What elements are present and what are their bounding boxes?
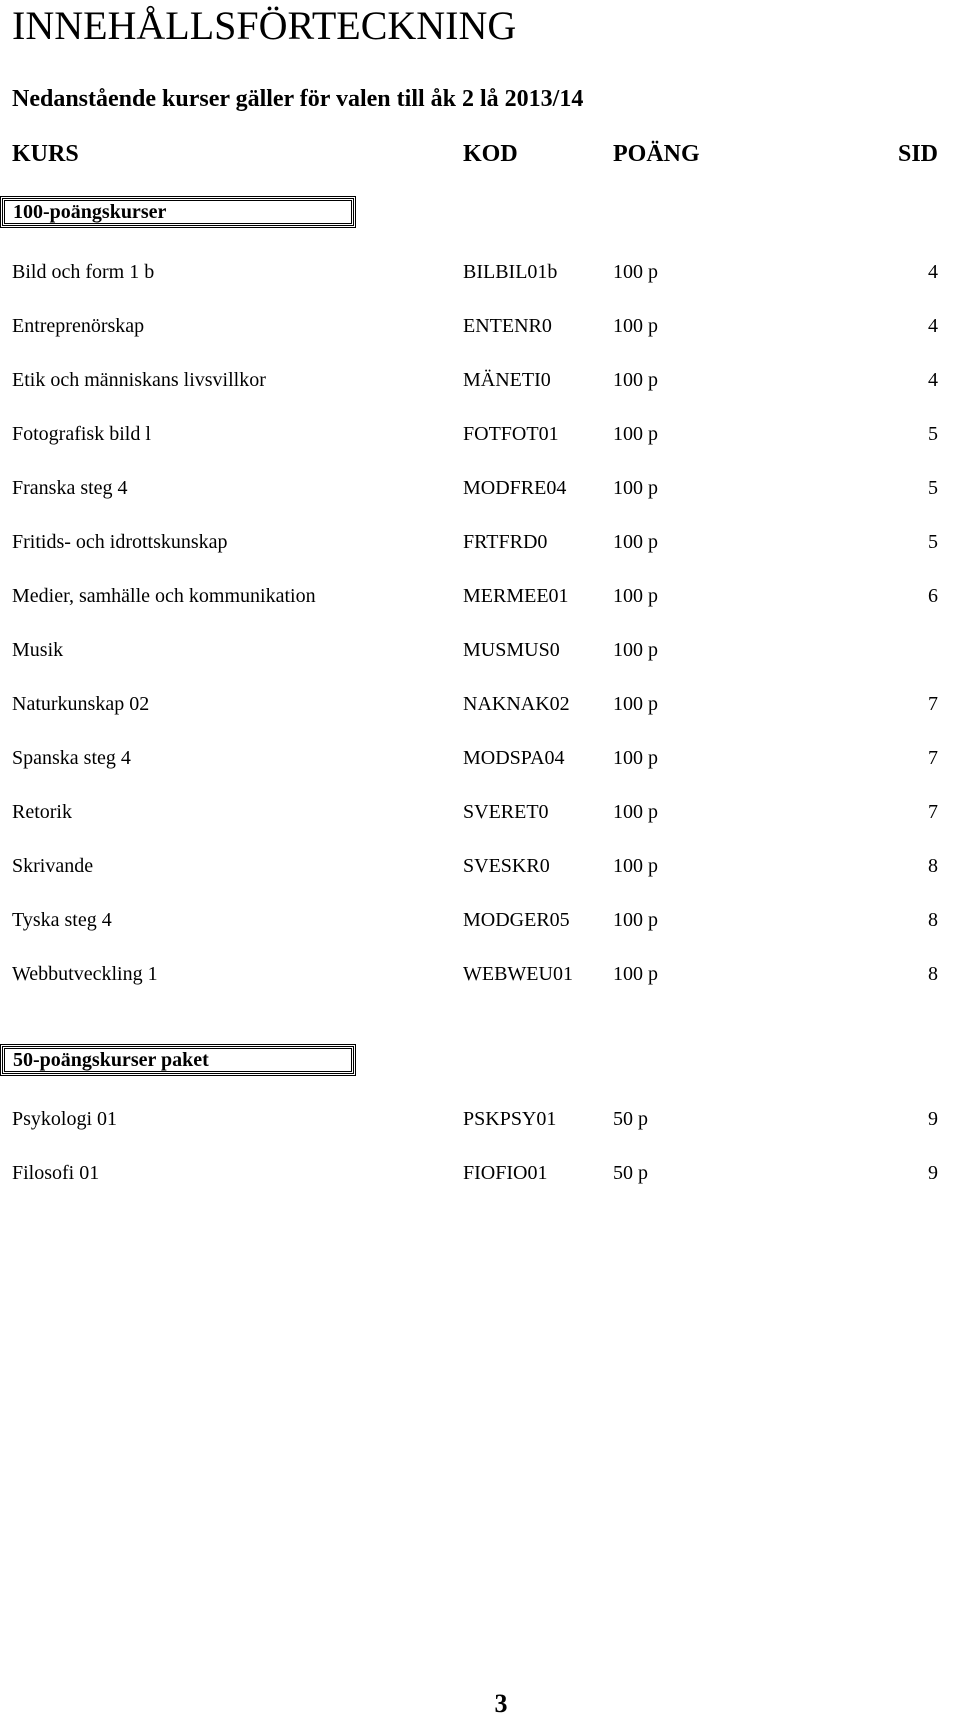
table-row — [0, 257, 960, 287]
course-points: 100 p — [613, 261, 658, 283]
page-title: INNEHÅLLSFÖRTECKNING — [12, 3, 517, 48]
course-points: 100 p — [613, 747, 658, 769]
column-header-points: POÄNG — [613, 141, 700, 167]
course-points: 100 p — [613, 423, 658, 445]
course-name: Entreprenörskap — [12, 315, 145, 337]
course-page: 8 — [928, 855, 938, 877]
course-code: SVERET0 — [463, 801, 549, 823]
course-page: 6 — [928, 585, 938, 607]
course-name: Tyska steg 4 — [12, 909, 112, 931]
course-code: FRTFRD0 — [463, 531, 548, 553]
course-code: MÄNETI0 — [463, 369, 551, 391]
course-code: FOTFOT01 — [463, 423, 559, 445]
course-points: 100 p — [613, 693, 658, 715]
course-points: 100 p — [613, 315, 658, 337]
course-page: 4 — [928, 261, 938, 283]
course-page: 5 — [928, 477, 938, 499]
course-points: 100 p — [613, 369, 658, 391]
table-row — [0, 959, 960, 989]
course-code: PSKPSY01 — [463, 1108, 557, 1130]
course-code: ENTENR0 — [463, 315, 552, 337]
table-row — [0, 743, 960, 773]
course-name: Skrivande — [12, 855, 94, 877]
table-row — [0, 365, 960, 395]
course-name: Franska steg 4 — [12, 477, 128, 499]
course-page: 4 — [928, 369, 938, 391]
table-row — [0, 473, 960, 503]
course-page: 5 — [928, 531, 938, 553]
course-name: Webbutveckling 1 — [12, 963, 158, 985]
document-subtitle: Nedanstående kurser gäller för valen till åk 2 lå 2013/14 — [12, 86, 584, 112]
table-row — [0, 797, 960, 827]
column-header-course: KURS — [12, 141, 79, 167]
column-header-code: KOD — [463, 141, 518, 167]
table-row — [0, 1104, 960, 1134]
course-code: WEBWEU01 — [463, 963, 573, 985]
page-number: 3 — [494, 1689, 508, 1718]
course-code: SVESKR0 — [463, 855, 550, 877]
course-page: 8 — [928, 963, 938, 985]
course-code: MERMEE01 — [463, 585, 569, 607]
course-page: 9 — [928, 1162, 938, 1184]
course-name: Spanska steg 4 — [12, 747, 131, 769]
course-name: Fritids- och idrottskunskap — [12, 531, 228, 553]
course-name: Retorik — [12, 801, 72, 823]
section-heading-100-point: 100-poängskurser — [2, 198, 354, 226]
course-name: Bild och form 1 b — [12, 261, 155, 283]
section-heading-50-point-package: 50-poängskurser paket — [2, 1046, 354, 1074]
course-code: NAKNAK02 — [463, 693, 570, 715]
course-name: Fotografisk bild l — [12, 423, 151, 445]
course-points: 100 p — [613, 801, 658, 823]
course-points: 100 p — [613, 477, 658, 499]
course-points: 100 p — [613, 909, 658, 931]
table-row — [0, 311, 960, 341]
course-code: MODGER05 — [463, 909, 570, 931]
table-row — [0, 689, 960, 719]
table-row — [0, 419, 960, 449]
table-row — [0, 851, 960, 881]
course-points: 100 p — [613, 855, 658, 877]
course-page: 5 — [928, 423, 938, 445]
table-row — [0, 635, 960, 665]
column-header-row — [0, 137, 960, 171]
table-row — [0, 527, 960, 557]
course-name: Psykologi 01 — [12, 1108, 118, 1130]
course-page: 7 — [928, 747, 938, 769]
course-points: 100 p — [613, 531, 658, 553]
table-row — [0, 905, 960, 935]
course-name: Medier, samhälle och kommunikation — [12, 585, 316, 607]
course-name: Musik — [12, 639, 64, 661]
course-name: Etik och människans livsvillkor — [12, 369, 266, 391]
course-code: MODSPA04 — [463, 747, 565, 769]
course-page: 7 — [928, 693, 938, 715]
table-row — [0, 1158, 960, 1188]
course-points: 50 p — [613, 1162, 648, 1184]
course-page: 4 — [928, 315, 938, 337]
course-page: 9 — [928, 1108, 938, 1130]
course-code: MODFRE04 — [463, 477, 567, 499]
course-points: 100 p — [613, 585, 658, 607]
course-page: 8 — [928, 909, 938, 931]
course-code: FIOFIO01 — [463, 1162, 548, 1184]
course-points: 100 p — [613, 639, 658, 661]
course-page: 7 — [928, 801, 938, 823]
course-name: Filosofi 01 — [12, 1162, 100, 1184]
course-points: 50 p — [613, 1108, 648, 1130]
course-code: BILBIL01b — [463, 261, 558, 283]
column-header-page: SID — [897, 141, 938, 167]
course-name: Naturkunskap 02 — [12, 693, 150, 715]
course-code: MUSMUS0 — [463, 639, 560, 661]
table-row — [0, 581, 960, 611]
course-points: 100 p — [613, 963, 658, 985]
